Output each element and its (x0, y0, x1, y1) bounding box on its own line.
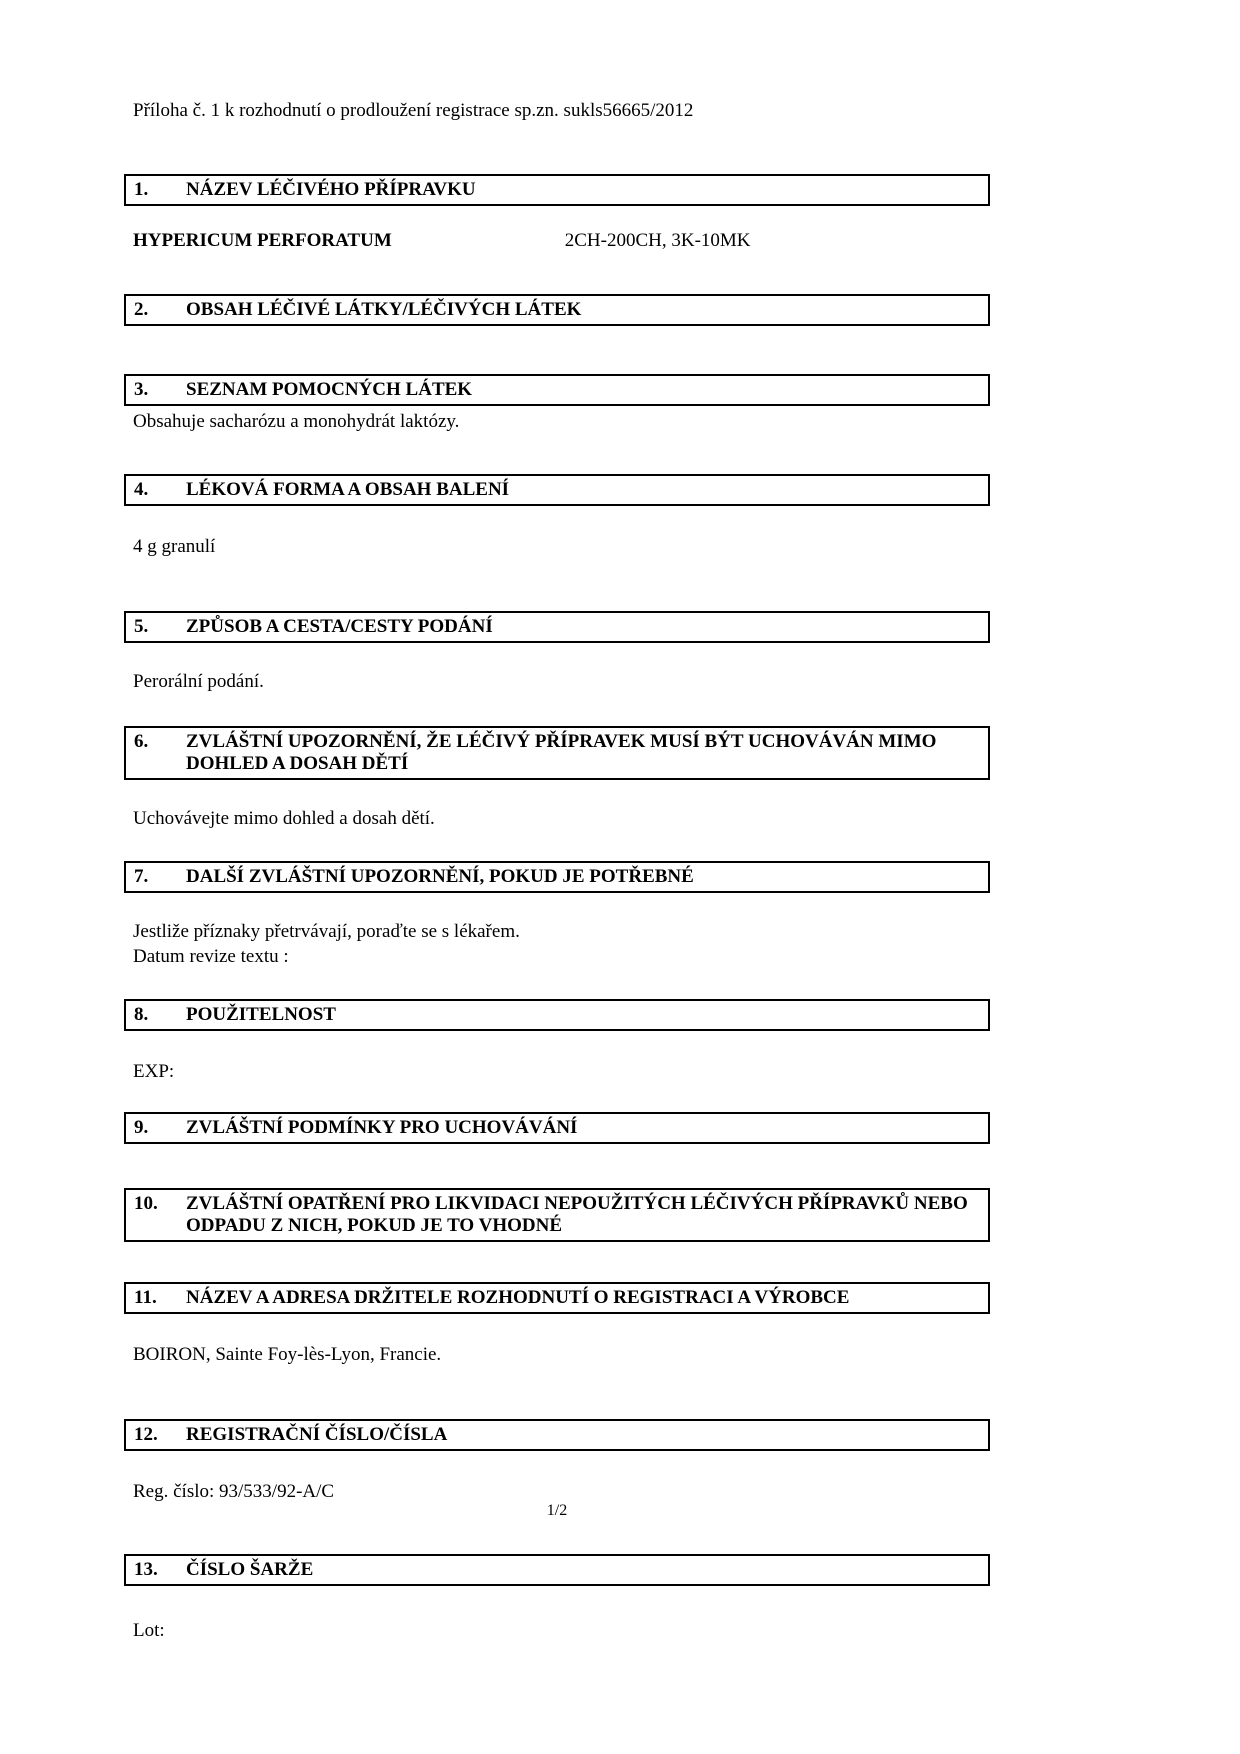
section-2-header (124, 294, 990, 326)
section-body-text: BOIRON, Sainte Foy-lès-Lyon, Francie. (133, 1344, 442, 1365)
section-title: SEZNAM POMOCNÝCH LÁTEK (186, 379, 473, 400)
section-title: DALŠÍ ZVLÁŠTNÍ UPOZORNĚNÍ, POKUD JE POTŘEBNÉ (186, 866, 694, 887)
section-title: ČÍSLO ŠARŽE (186, 1559, 314, 1580)
section-body-text: Perorální podání. (133, 671, 264, 692)
section-title: POUŽITELNOST (186, 1004, 336, 1025)
section-12 (124, 1419, 990, 1504)
page-number: 1/2 (546, 1502, 568, 1519)
section-number: 3. (134, 379, 149, 400)
section-number: 2. (134, 299, 149, 320)
section-13 (124, 1554, 990, 1643)
section-number: 8. (134, 1004, 149, 1025)
section-title: REGISTRAČNÍ ČÍSLO/ČÍSLA (186, 1424, 448, 1445)
section-6 (124, 726, 990, 831)
section-5-header (124, 611, 990, 643)
section-body-text: 4 g granulí (133, 536, 216, 557)
section-4 (124, 474, 990, 559)
section-6-header (124, 726, 990, 780)
section-title: OBSAH LÉČIVÉ LÁTKY/LÉČIVÝCH LÁTEK (186, 299, 582, 320)
section-12-header (124, 1419, 990, 1451)
section-8-header (124, 999, 990, 1031)
section-number: 10. (134, 1193, 158, 1214)
section-11-header (124, 1282, 990, 1314)
section-body-text: Lot: (133, 1620, 165, 1641)
product-dilution: 2CH-200CH, 3K-10MK (564, 230, 751, 251)
section-number: 11. (134, 1287, 157, 1308)
section-4-header (124, 474, 990, 506)
section-body-text: Obsahuje sacharózu a monohydrát laktózy. (133, 411, 460, 432)
section-8 (124, 999, 990, 1084)
product-line (124, 230, 990, 252)
section-10-header (124, 1188, 990, 1242)
section-number: 6. (134, 731, 149, 752)
section-title: LÉKOVÁ FORMA A OBSAH BALENÍ (186, 479, 510, 500)
section-title: ZVLÁŠTNÍ OPATŘENÍ PRO LIKVIDACI NEPOUŽITÝCH LÉČIVÝCH PŘÍPRAVKŮ NEBO ODPADU Z NICH, POKUD JE TO VHODNÉ (186, 1193, 968, 1236)
section-title: ZPŮSOB A CESTA/CESTY PODÁNÍ (186, 616, 493, 637)
section-title: NÁZEV LÉČIVÉHO PŘÍPRAVKU (186, 179, 476, 200)
section-number: 12. (134, 1424, 158, 1445)
section-1 (124, 174, 990, 252)
section-2 (124, 294, 990, 326)
section-3-header (124, 374, 990, 406)
section-number: 1. (134, 179, 149, 200)
product-name: HYPERICUM PERFORATUM (133, 230, 392, 251)
document-header: Příloha č. 1 k rozhodnutí o prodloužení registrace sp.zn. sukls56665/2012 (133, 100, 694, 121)
section-5 (124, 611, 990, 694)
section-title: NÁZEV A ADRESA DRŽITELE ROZHODNUTÍ O REGISTRACI A VÝROBCE (186, 1287, 850, 1308)
section-number: 7. (134, 866, 149, 887)
section-9-header (124, 1112, 990, 1144)
section-number: 13. (134, 1559, 158, 1580)
section-7 (124, 861, 990, 969)
section-3 (124, 374, 990, 434)
section-13-header (124, 1554, 990, 1586)
section-number: 9. (134, 1117, 149, 1138)
section-7-header (124, 861, 990, 893)
section-body-text: Jestliže příznaky přetrvávají, poraďte se s lékařem. (133, 921, 520, 942)
section-10 (124, 1188, 990, 1242)
section-number: 4. (134, 479, 149, 500)
section-1-header (124, 174, 990, 206)
section-body-text: Reg. číslo: 93/533/92-A/C (133, 1481, 335, 1502)
section-number: 5. (134, 616, 149, 637)
section-body-text: Datum revize textu : (133, 946, 289, 967)
section-body-text: EXP: (133, 1061, 175, 1082)
section-title: ZVLÁŠTNÍ PODMÍNKY PRO UCHOVÁVÁNÍ (186, 1117, 578, 1138)
section-title: ZVLÁŠTNÍ UPOZORNĚNÍ, ŽE LÉČIVÝ PŘÍPRAVEK MUSÍ BÝT UCHOVÁVÁN MIMO DOHLED A DOSAH DĚTÍ (186, 731, 937, 774)
section-9 (124, 1112, 990, 1144)
section-11 (124, 1282, 990, 1367)
section-body-text: Uchovávejte mimo dohled a dosah dětí. (133, 808, 435, 829)
